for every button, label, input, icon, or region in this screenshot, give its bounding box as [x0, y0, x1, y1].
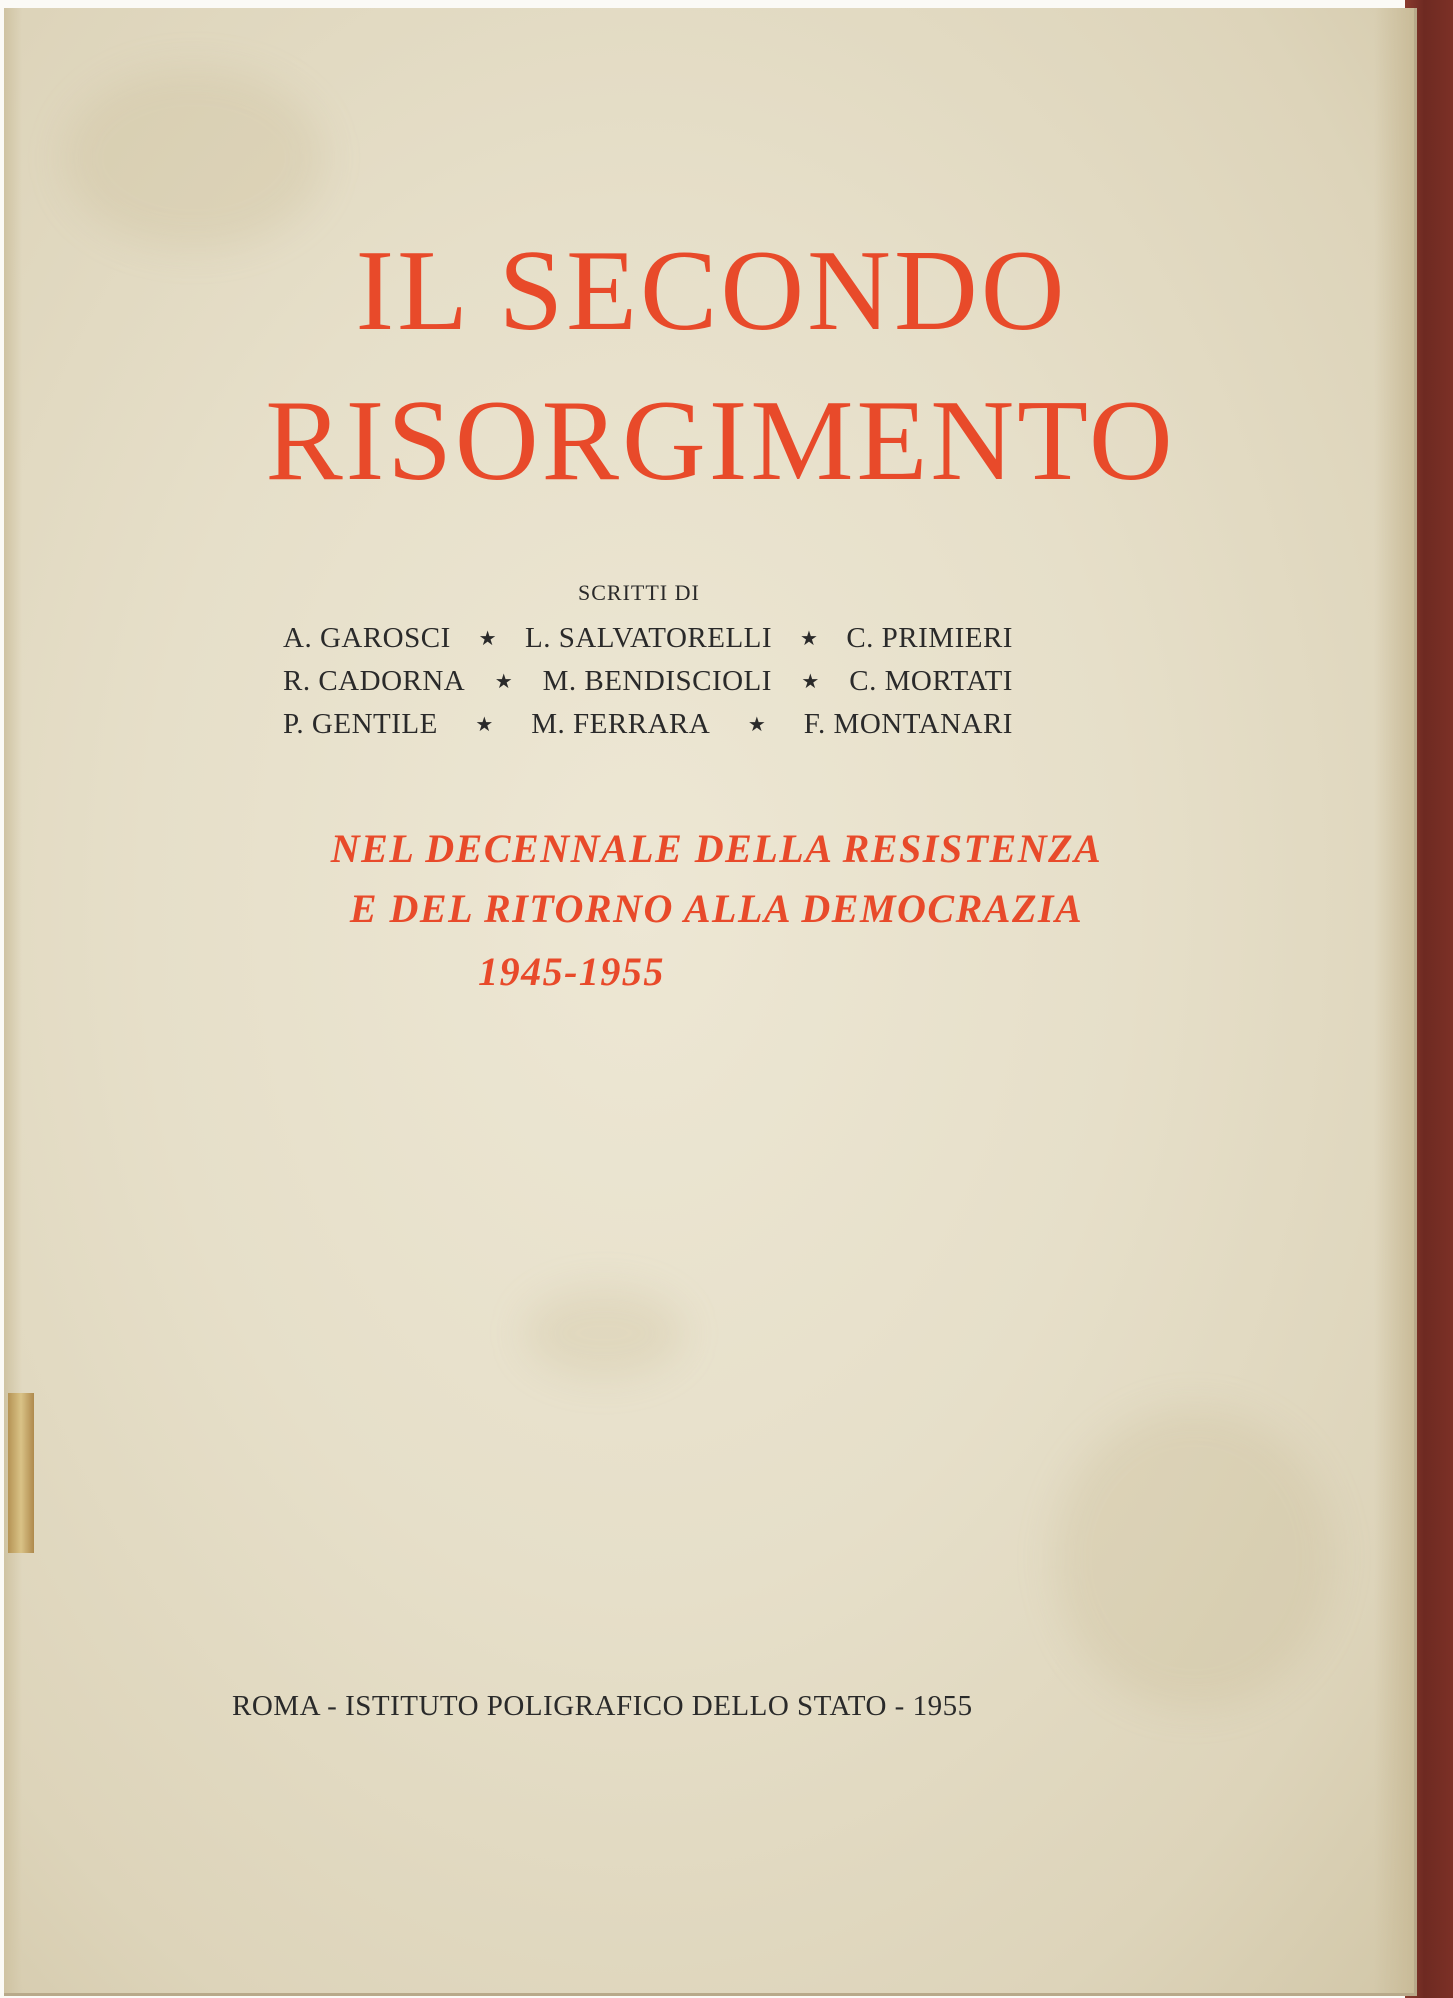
author-name: C. PRIMIERI: [846, 622, 1013, 654]
subtitle-years: 1945-1955: [478, 949, 665, 994]
paper-stain: [524, 1288, 684, 1378]
author-row: [283, 708, 1013, 751]
cover-title-line-2: RISORGIMENTO: [265, 377, 1176, 505]
author-row: [283, 622, 1013, 665]
star-separator-icon: ★: [799, 628, 819, 650]
author-name: P. GENTILE: [283, 708, 438, 740]
star-separator-icon: ★: [475, 714, 494, 736]
paper-stain: [64, 68, 324, 248]
paper-stain: [1054, 1408, 1334, 1708]
cover-title-line-1: IL SECONDO: [355, 227, 1068, 355]
star-separator-icon: ★: [494, 671, 514, 693]
author-row: [283, 665, 1013, 708]
author-name: F. MONTANARI: [803, 708, 1013, 740]
subtitle-line-2: E DEL RITORNO ALLA DEMOCRAZIA: [349, 886, 1084, 931]
author-name: R. CADORNA: [283, 665, 466, 697]
authors-heading: SCRITTI DI: [578, 580, 700, 605]
publisher-imprint: ROMA - ISTITUTO POLIGRAFICO DELLO STATO - 1955: [232, 1690, 973, 1722]
authors-list: [283, 622, 1013, 751]
library-tape-label: [8, 1393, 34, 1553]
author-name: M. BENDISCIOLI: [542, 665, 772, 697]
subtitle-line-1: NEL DECENNALE DELLA RESISTENZA: [330, 826, 1103, 871]
author-name: M. FERRARA: [531, 708, 711, 740]
author-name: C. MORTATI: [849, 665, 1013, 697]
star-separator-icon: ★: [801, 671, 820, 693]
author-name: L. SALVATORELLI: [525, 622, 773, 654]
author-name: A. GAROSCI: [283, 622, 451, 654]
star-separator-icon: ★: [747, 714, 767, 736]
star-separator-icon: ★: [478, 628, 498, 650]
